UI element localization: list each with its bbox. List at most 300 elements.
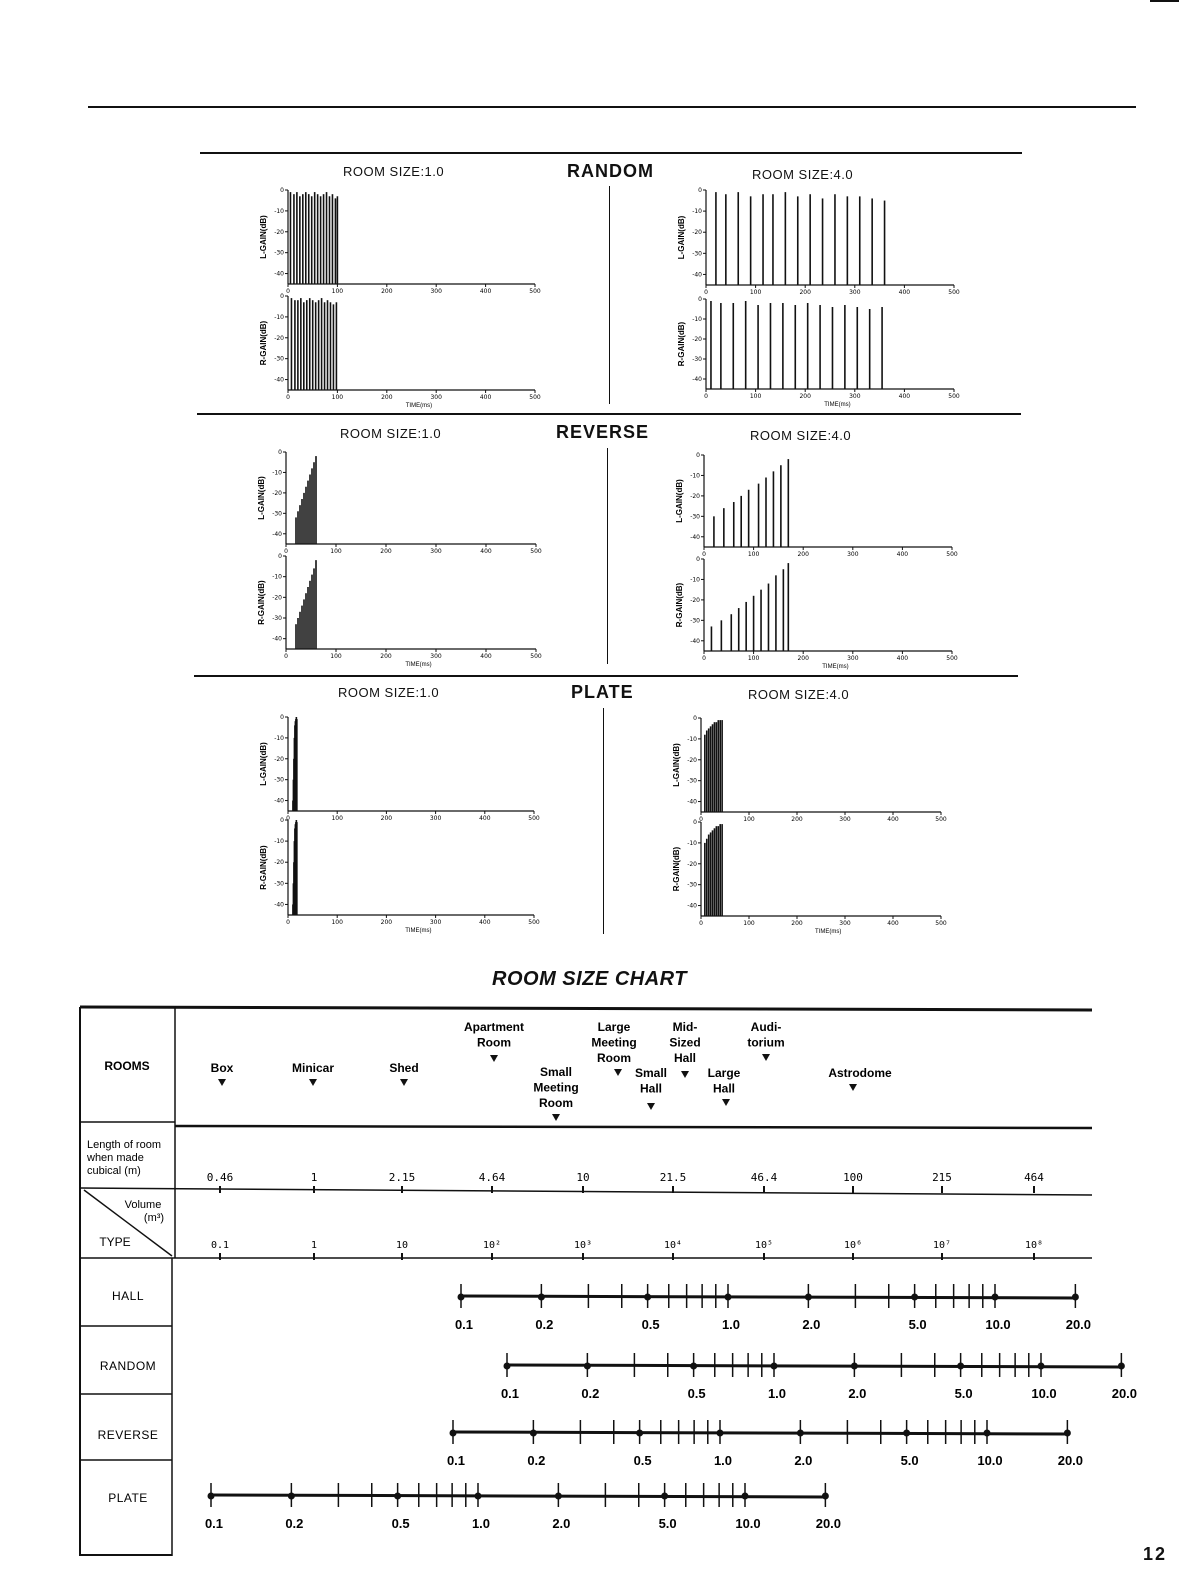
y-tick-label: 0: [280, 714, 284, 721]
scale-label: 0.1: [500, 1386, 520, 1401]
x-tick-label: 100: [330, 653, 342, 660]
scale-dot: [690, 1363, 697, 1370]
y-axis-label: L-GAIN(dB): [677, 215, 686, 260]
y-tick-label: -20: [692, 229, 702, 237]
type-scale-row: [447, 1420, 1083, 1468]
x-tick-label: 200: [797, 655, 809, 662]
x-tick-label: 400: [896, 551, 909, 558]
y-axis-label: R-GAIN(dB): [672, 846, 681, 892]
volume-value: 10³: [573, 1240, 593, 1251]
room-label: [292, 1061, 334, 1075]
y-tick-label: -10: [272, 469, 282, 477]
y-axis-label: L-GAIN(dB): [259, 742, 268, 786]
x-tick-label: 200: [797, 551, 809, 558]
scale-label: 1.0: [767, 1386, 787, 1401]
scale-dot: [538, 1294, 545, 1301]
scale-label: 0.5: [687, 1386, 706, 1401]
y-tick-label: -20: [272, 489, 282, 497]
down-arrow-icon: [309, 1079, 317, 1086]
x-tick-label: 100: [331, 394, 344, 401]
x-tick-label: 300: [430, 394, 442, 401]
scale-label: 0.1: [204, 1516, 224, 1531]
y-tick-label: -40: [690, 637, 700, 645]
x-axis-label: TIME(ms): [405, 403, 433, 409]
scale-label: 0.5: [641, 1317, 660, 1332]
x-tick-label: 400: [898, 289, 911, 296]
scale-label: 1.0: [721, 1317, 741, 1332]
room-name: Box: [210, 1061, 234, 1075]
volume-value: 10⁷: [932, 1240, 952, 1251]
room-name: Large: [597, 1020, 631, 1034]
room-name: Apartment: [463, 1020, 525, 1034]
x-tick-label: 500: [528, 815, 540, 822]
scale-dot: [717, 1430, 724, 1437]
y-tick-label: -20: [274, 228, 284, 236]
length-value: 215: [932, 1171, 952, 1184]
down-arrow-icon: [681, 1071, 689, 1078]
room-label: [389, 1061, 418, 1075]
x-tick-label: 200: [791, 816, 803, 823]
scale-label: 20.0: [815, 1516, 842, 1531]
room-name: Room: [597, 1051, 631, 1065]
y-tick-label: -30: [274, 249, 284, 257]
scale-dot: [1038, 1363, 1045, 1370]
down-arrow-icon: [849, 1084, 857, 1091]
y-tick-label: -30: [692, 356, 702, 363]
scale-label: 0.1: [454, 1317, 474, 1332]
scale-dot: [530, 1430, 537, 1437]
x-tick-label: 500: [529, 288, 541, 295]
y-tick-label: -10: [692, 208, 702, 216]
y-tick-label: 0: [280, 293, 284, 300]
x-tick-label: 200: [380, 919, 393, 926]
y-tick-label: -20: [274, 755, 284, 763]
room-name: Shed: [389, 1061, 419, 1075]
volume-value: 10²: [482, 1240, 502, 1251]
type-scale-row: [455, 1284, 1091, 1332]
scale-dot: [288, 1493, 295, 1500]
x-tick-label: 100: [331, 919, 343, 926]
volume-value: 10: [395, 1240, 409, 1251]
x-tick-label: 100: [747, 551, 760, 558]
y-tick-label: -40: [274, 901, 284, 909]
scale-dot: [742, 1493, 749, 1500]
length-value: 0.46: [206, 1171, 234, 1184]
y-tick-label: -40: [687, 902, 697, 910]
x-axis-label: TIME(ms): [405, 928, 432, 934]
y-tick-label: -30: [274, 880, 284, 888]
x-tick-label: 300: [430, 548, 442, 555]
room-name: Sized: [669, 1035, 701, 1050]
y-tick-label: -10: [274, 207, 284, 215]
length-header: Length of room: [87, 1139, 161, 1151]
section-title-random: RANDOM: [567, 161, 654, 181]
x-tick-label: 200: [380, 653, 392, 660]
y-tick-label: 0: [280, 817, 284, 824]
x-tick-label: 0: [284, 548, 288, 555]
x-tick-label: 0: [286, 815, 290, 822]
x-tick-label: 200: [380, 548, 392, 555]
room-name: Small: [634, 1066, 668, 1080]
y-tick-label: 0: [696, 556, 700, 563]
room-name: Hall: [712, 1081, 736, 1096]
scale-label: 1.0: [471, 1516, 491, 1531]
room-name: Meeting: [591, 1035, 637, 1050]
x-tick-label: 200: [380, 815, 393, 822]
scale-dot: [504, 1363, 511, 1370]
x-tick-label: 500: [530, 653, 542, 660]
down-arrow-icon: [647, 1103, 655, 1110]
room-label: [211, 1061, 234, 1075]
x-tick-label: 100: [743, 920, 755, 927]
x-tick-label: 100: [330, 548, 342, 555]
length-header: when made: [87, 1152, 144, 1164]
length-value: 1: [310, 1171, 318, 1184]
scale-dot: [797, 1430, 804, 1437]
x-tick-label: 100: [747, 655, 760, 662]
scale-dot: [458, 1294, 465, 1301]
y-tick-label: -20: [692, 336, 702, 343]
length-value: 10: [576, 1171, 590, 1184]
volume-value: 0.1: [210, 1240, 230, 1251]
y-tick-label: -30: [687, 777, 697, 785]
scale-label: 5.0: [908, 1317, 927, 1332]
down-arrow-icon: [722, 1099, 730, 1106]
x-tick-label: 300: [839, 920, 851, 927]
x-axis-label: TIME(ms): [822, 664, 849, 670]
volume-value: 10⁸: [1024, 1240, 1044, 1251]
down-arrow-icon: [614, 1069, 622, 1076]
y-tick-label: -20: [690, 596, 700, 604]
scale-dot: [851, 1363, 858, 1370]
scale-dot: [555, 1493, 562, 1500]
x-tick-label: 100: [331, 815, 343, 822]
y-tick-label: -10: [274, 838, 284, 846]
x-tick-label: 0: [702, 551, 706, 558]
room-name: Hall: [673, 1051, 697, 1065]
x-tick-label: 300: [430, 653, 442, 660]
room-size-label-right: ROOM SIZE:4.0: [748, 687, 850, 702]
room-size-label-right: ROOM SIZE:4.0: [752, 167, 854, 182]
y-tick-label: 0: [696, 452, 700, 459]
y-tick-label: 0: [693, 715, 697, 722]
x-tick-label: 400: [479, 815, 491, 822]
scale-label: 1.0: [713, 1453, 733, 1468]
x-tick-label: 0: [286, 919, 290, 926]
scale-label: 0.5: [391, 1516, 410, 1531]
room-name: Large: [707, 1066, 741, 1080]
y-tick-label: -10: [274, 313, 284, 321]
y-tick-label: -30: [690, 617, 700, 625]
y-tick-label: -10: [687, 735, 697, 743]
y-axis-label: L-GAIN(dB): [259, 215, 268, 259]
scale-label: 0.2: [285, 1516, 304, 1531]
scale-label: 5.0: [658, 1516, 677, 1531]
scale-dot: [771, 1363, 778, 1370]
y-tick-label: -40: [692, 271, 702, 279]
type-scale-row: [205, 1483, 841, 1531]
room-name: Room: [539, 1096, 573, 1110]
scale-dot: [661, 1493, 668, 1500]
down-arrow-icon: [552, 1114, 560, 1121]
room-label: [828, 1066, 892, 1080]
y-tick-label: -10: [690, 576, 700, 584]
type-row-label: PLATE: [108, 1491, 148, 1505]
x-tick-label: 100: [749, 289, 762, 296]
volume-value: 10⁶: [843, 1240, 863, 1251]
page-number: 12: [1142, 1544, 1167, 1564]
type-row-label: HALL: [111, 1289, 145, 1303]
x-tick-label: 0: [286, 288, 290, 295]
y-tick-label: -40: [274, 376, 284, 384]
y-tick-label: -30: [272, 615, 282, 622]
scale-label: 10.0: [985, 1317, 1011, 1332]
type-row-label: REVERSE: [97, 1428, 159, 1442]
y-tick-label: -10: [687, 839, 697, 847]
type-row-label: RANDOM: [99, 1359, 157, 1373]
x-tick-label: 0: [699, 920, 703, 927]
x-tick-label: 500: [935, 816, 947, 823]
y-tick-label: -40: [690, 533, 700, 541]
scale-dot: [1118, 1363, 1125, 1370]
x-tick-label: 500: [530, 548, 542, 555]
y-tick-label: -40: [692, 376, 702, 383]
x-tick-label: 500: [528, 919, 540, 926]
y-axis-label: R-GAIN(dB): [259, 845, 268, 890]
scale-dot: [450, 1430, 457, 1437]
scale-dot: [644, 1294, 651, 1301]
rooms-header: ROOMS: [104, 1059, 150, 1073]
x-tick-label: 200: [799, 393, 811, 400]
scale-label: 0.1: [446, 1453, 466, 1468]
y-axis-label: R-GAIN(dB): [257, 580, 266, 625]
y-tick-label: 0: [278, 449, 282, 456]
x-tick-label: 500: [946, 655, 958, 662]
scale-label: 2.0: [794, 1453, 813, 1468]
volume-value: 10⁵: [754, 1240, 774, 1251]
x-tick-label: 400: [479, 288, 492, 295]
room-name: torium: [747, 1035, 785, 1050]
scale-dot: [636, 1430, 643, 1437]
y-axis-label: R-GAIN(dB): [675, 582, 684, 628]
length-value: 4.64: [478, 1171, 506, 1184]
room-size-label-right: ROOM SIZE:4.0: [750, 428, 852, 443]
y-axis-label: L-GAIN(dB): [672, 743, 681, 787]
x-tick-label: 400: [896, 655, 909, 662]
length-value: 464: [1024, 1171, 1044, 1184]
x-tick-label: 0: [702, 655, 706, 662]
x-tick-label: 200: [381, 288, 393, 295]
length-header: cubical (m): [87, 1165, 141, 1177]
room-name: Room: [477, 1035, 511, 1050]
scale-label: 0.2: [527, 1453, 546, 1468]
y-tick-label: -20: [687, 860, 697, 868]
scale-label: 20.0: [1065, 1317, 1092, 1332]
x-tick-label: 300: [847, 655, 859, 662]
x-tick-label: 300: [839, 816, 851, 823]
scale-label: 20.0: [1111, 1386, 1138, 1401]
x-tick-label: 200: [791, 920, 803, 927]
y-axis-label: L-GAIN(dB): [257, 476, 266, 520]
scale-label: 0.2: [535, 1317, 554, 1332]
x-tick-label: 400: [887, 816, 899, 823]
scale-label: 0.2: [581, 1386, 600, 1401]
volume-header: (m³): [143, 1212, 165, 1224]
x-tick-label: 300: [849, 289, 861, 296]
y-tick-label: -20: [687, 756, 697, 764]
x-tick-label: 500: [529, 394, 541, 401]
x-tick-label: 0: [704, 393, 708, 400]
x-tick-label: 100: [331, 288, 344, 295]
room-name: Mid-: [672, 1020, 698, 1034]
x-tick-label: 400: [479, 919, 491, 926]
y-tick-label: -30: [687, 881, 697, 889]
scale-dot: [992, 1294, 999, 1301]
x-tick-label: 400: [480, 548, 492, 555]
x-tick-label: 100: [749, 393, 762, 400]
row-divider: [175, 1126, 1092, 1128]
scale-dot: [822, 1493, 829, 1500]
room-label: [669, 1020, 700, 1065]
y-axis-label: R-GAIN(dB): [259, 320, 268, 366]
x-axis-label: TIME(ms): [405, 662, 432, 668]
y-tick-label: -40: [274, 797, 284, 805]
y-axis-label: L-GAIN(dB): [675, 479, 684, 523]
x-axis-label: TIME(ms): [815, 929, 842, 935]
y-tick-label: -40: [272, 530, 282, 538]
scale-label: 10.0: [735, 1516, 761, 1531]
x-tick-label: 300: [430, 288, 442, 295]
scale-label: 5.0: [900, 1453, 919, 1468]
table-top-border: [80, 1007, 1092, 1010]
volume-value: 10⁴: [663, 1240, 683, 1251]
room-label: [533, 1065, 578, 1110]
down-arrow-icon: [490, 1055, 498, 1062]
y-axis-label: R-GAIN(dB): [677, 321, 686, 367]
length-value: 2.15: [388, 1171, 416, 1184]
volume-header: Volume: [124, 1199, 162, 1211]
room-size-label-left: ROOM SIZE:1.0: [343, 164, 445, 179]
scale-dot: [475, 1493, 482, 1500]
scale-dot: [911, 1294, 918, 1301]
x-axis-label: TIME(ms): [824, 402, 851, 408]
y-tick-label: -20: [274, 859, 284, 867]
type-scale-row: [501, 1353, 1137, 1401]
y-tick-label: -10: [274, 734, 284, 742]
x-tick-label: 300: [429, 919, 442, 926]
x-tick-label: 300: [847, 551, 859, 558]
x-tick-label: 200: [799, 289, 811, 296]
y-tick-label: -10: [690, 472, 700, 480]
scale-label: 20.0: [1057, 1453, 1084, 1468]
down-arrow-icon: [762, 1054, 770, 1061]
length-value: 100: [843, 1171, 863, 1184]
scale-label: 2.0: [802, 1317, 821, 1332]
x-tick-label: 400: [480, 653, 492, 660]
down-arrow-icon: [400, 1079, 408, 1086]
down-arrow-icon: [218, 1079, 226, 1086]
y-tick-label: -30: [690, 513, 700, 521]
y-tick-label: -20: [690, 492, 700, 500]
x-tick-label: 500: [948, 289, 960, 296]
room-label: [708, 1066, 741, 1096]
y-tick-label: -20: [274, 334, 284, 342]
scale-label: 2.0: [848, 1386, 867, 1401]
y-tick-label: -30: [692, 250, 702, 258]
scale-label: 2.0: [552, 1516, 571, 1531]
x-tick-label: 0: [704, 289, 708, 296]
scale-label: 5.0: [954, 1386, 973, 1401]
x-tick-label: 500: [948, 393, 960, 400]
room-size-label-left: ROOM SIZE:1.0: [340, 426, 442, 441]
y-tick-label: -30: [272, 510, 282, 518]
room-name: Small: [539, 1065, 573, 1079]
x-tick-label: 300: [849, 393, 861, 400]
scale-dot: [394, 1493, 401, 1500]
scale-label: 10.0: [977, 1453, 1003, 1468]
y-tick-label: 0: [278, 553, 282, 560]
y-tick-label: -30: [274, 355, 284, 363]
scale-dot: [725, 1294, 732, 1301]
y-tick-label: 0: [698, 187, 702, 194]
x-tick-label: 200: [381, 394, 393, 401]
x-tick-label: 300: [429, 815, 442, 822]
room-label: [464, 1020, 524, 1050]
x-tick-label: 0: [284, 653, 288, 660]
y-tick-label: -20: [272, 594, 282, 602]
section-title-plate: PLATE: [571, 682, 634, 702]
scale-dot: [1064, 1430, 1071, 1437]
length-value: 46.4: [750, 1171, 778, 1184]
y-tick-label: 0: [698, 296, 702, 303]
scale-dot: [957, 1363, 964, 1370]
x-tick-label: 400: [898, 393, 911, 400]
room-name: Astrodome: [828, 1066, 892, 1080]
scale-dot: [208, 1493, 215, 1500]
room-label: [747, 1020, 784, 1050]
scale-dot: [984, 1430, 991, 1437]
x-tick-label: 0: [699, 816, 703, 823]
scale-dot: [1072, 1294, 1079, 1301]
y-tick-label: -40: [274, 270, 284, 278]
scale-label: 10.0: [1031, 1386, 1057, 1401]
room-name: Audi-: [750, 1020, 782, 1034]
scale-label: 0.5: [633, 1453, 652, 1468]
scale-dot: [584, 1363, 591, 1370]
x-tick-label: 500: [935, 920, 947, 927]
y-tick-label: -10: [272, 573, 282, 581]
length-value: 21.5: [659, 1171, 687, 1184]
room-name: Minicar: [291, 1061, 335, 1075]
room-size-chart-title: ROOM SIZE CHART: [492, 968, 687, 990]
x-tick-label: 0: [286, 394, 290, 401]
y-tick-label: 0: [280, 187, 284, 194]
scale-dot: [903, 1430, 910, 1437]
x-tick-label: 400: [479, 394, 492, 401]
room-label: [635, 1066, 667, 1096]
scale-dot: [805, 1294, 812, 1301]
room-size-label-left: ROOM SIZE:1.0: [338, 685, 440, 700]
section-title-reverse: REVERSE: [556, 422, 650, 442]
y-tick-label: -30: [274, 776, 284, 784]
y-tick-label: -40: [272, 635, 282, 643]
y-tick-label: -10: [692, 316, 702, 323]
room-label: [591, 1020, 636, 1065]
room-name: Meeting: [533, 1080, 579, 1095]
type-header: TYPE: [99, 1235, 131, 1249]
volume-value: 1: [310, 1240, 318, 1251]
room-name: Hall: [639, 1081, 663, 1096]
